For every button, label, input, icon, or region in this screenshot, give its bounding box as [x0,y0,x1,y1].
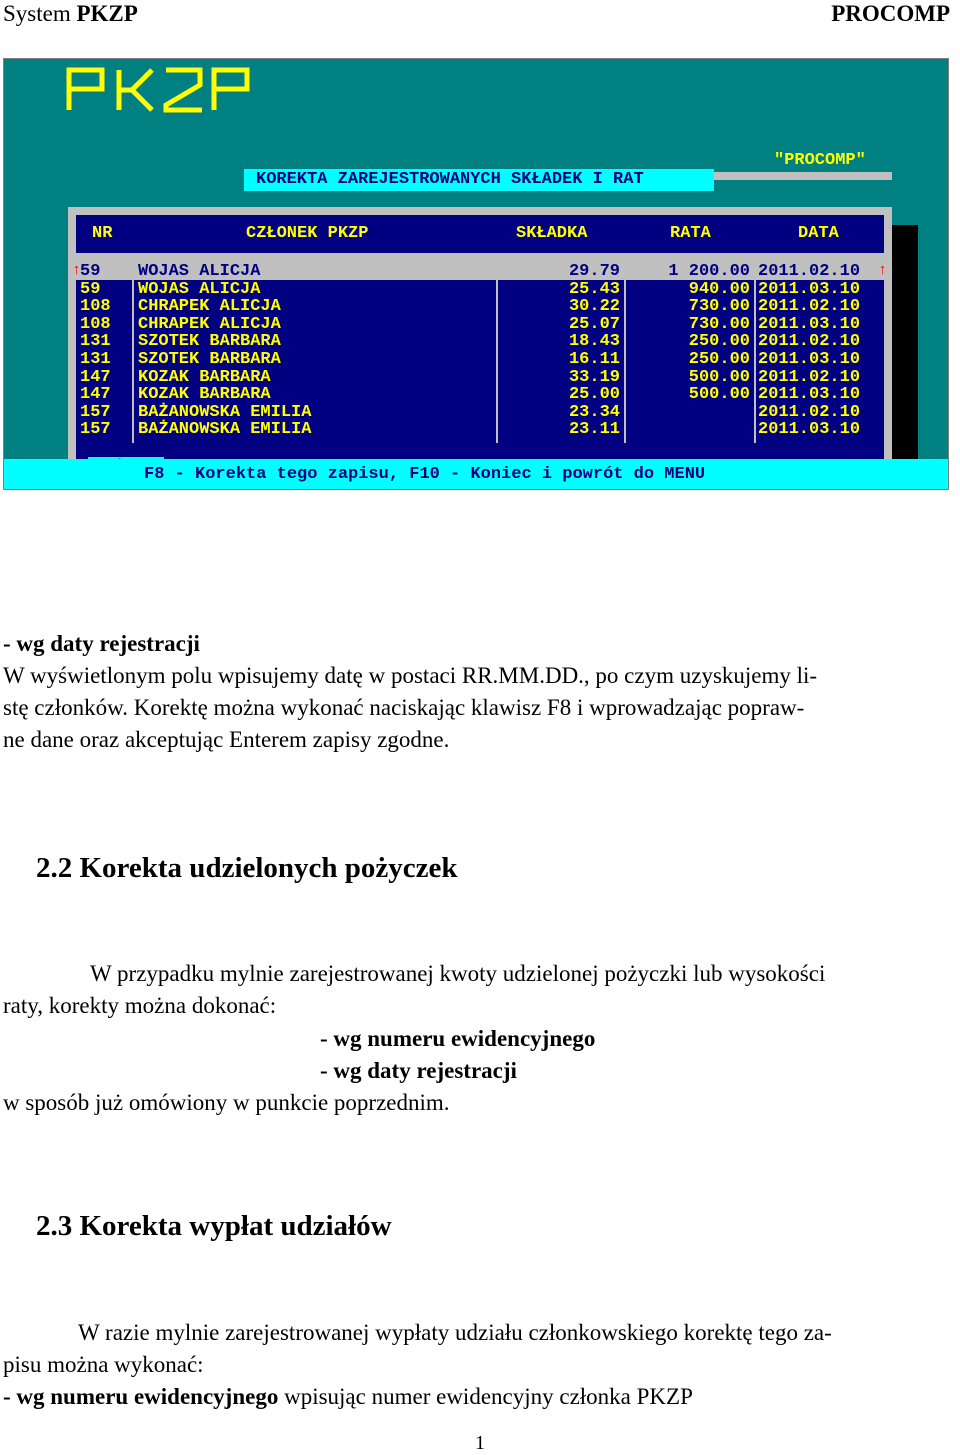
cell-fee: 25.43 [568,279,620,299]
column-divider [754,255,756,443]
cell-member: SZOTEK BARBARA [138,350,281,369]
paragraph-line: W wyświetlonym polu wpisujemy datę w postaci RR.MM.DD., po czym uzyskujemy li- [3,663,818,688]
paragraph-line: ne dane oraz akceptując Enterem zapisy zgodne. [3,727,450,752]
scroll-up-arrow-icon[interactable]: ↑ [878,262,888,279]
running-header-left: System PKZP [3,1,138,26]
cell-nr: 59 [80,262,101,281]
cell-member: WOJAS ALICJA [138,279,261,299]
cell-member: WOJAS ALICJA [138,262,261,281]
cell-fee: 23.34 [568,402,620,422]
cell-nr: 157 [80,420,111,440]
cell-rate: 250.00 [688,332,750,352]
paragraph-line: w sposób już omówiony w punkcie poprzednim. [3,1090,450,1115]
cell-nr: 108 [80,314,111,334]
cell-rate: 500.00 [688,367,750,387]
cell-fee: 33.19 [568,367,620,387]
column-divider [132,255,134,443]
cell-fee: 29.79 [568,262,620,281]
dos-screenshot [3,58,949,490]
cell-date: 2011.02.10 [758,402,861,422]
cell-rate: 1 200.00 [668,262,750,281]
cell-member: KOZAK BARBARA [138,385,271,405]
cell-fee: 16.11 [568,350,620,369]
cell-rate: 500.00 [688,385,750,405]
cell-member: CHRAPEK ALICJA [138,297,281,317]
cell-nr: 131 [80,350,111,369]
paragraph-line: stę członków. Korektę można wykonać naciskając klawisz F8 i wprowadzając popraw- [3,695,805,720]
procomp-label: "PROCOMP" [774,151,866,170]
cell-member: CHRAPEK ALICJA [138,314,281,334]
column-divider [496,255,498,443]
cell-nr: 147 [80,367,111,387]
cell-date: 2011.03.10 [758,350,861,369]
cell-member: BAŻANOWSKA EMILIA [138,420,312,440]
key-hints: F8 - Korekta tego zapisu, F10 - Koniec i powrót do MENU [144,465,706,484]
cell-rate: 730.00 [688,297,750,317]
cell-member: SZOTEK BARBARA [138,332,281,352]
page-number: 1 [475,1432,485,1454]
cell-fee: 23.11 [568,420,620,440]
column-divider [624,255,626,443]
cell-fee: 25.07 [568,314,620,334]
cell-date: 2011.03.10 [758,420,861,440]
records-panel [68,207,892,490]
option-by-number: - wg numeru ewidencyjnego [3,1384,279,1409]
cell-nr: 131 [80,332,111,352]
cell-date: 2011.02.10 [758,297,861,317]
col-header-fee: SKŁADKA [516,224,588,243]
option-by-date: - wg daty rejestracji [320,1058,517,1083]
cell-nr: 59 [80,279,101,299]
cell-rate: 730.00 [688,314,750,334]
banner-bar [714,172,892,180]
paragraph-line: raty, korekty można dokonać: [3,993,277,1018]
running-header-right: PROCOMP [831,1,950,26]
cell-date: 2011.03.10 [758,279,861,299]
col-header-rate: RATA [670,224,711,243]
cell-member: KOZAK BARBARA [138,367,271,387]
section-title-2-3: 2.3 Korekta wypłat udziałów [36,1210,392,1242]
cell-fee: 18.43 [568,332,620,352]
paragraph-line: pisu można wykonać: [3,1352,204,1377]
col-header-date: DATA [798,224,839,243]
cell-fee: 30.22 [568,297,620,317]
cell-fee: 25.00 [568,385,620,405]
option-by-number: - wg numeru ewidencyjnego [320,1026,596,1051]
scroll-up-arrow-icon[interactable]: ↑ [72,262,82,279]
cell-date: 2011.03.10 [758,314,861,334]
cell-nr: 157 [80,402,111,422]
pkzp-logo [64,65,254,115]
section-title-2-2: 2.2 Korekta udzielonych pożyczek [36,852,458,884]
subheading-by-date: - wg daty rejestracji [3,631,200,656]
cell-date: 2011.02.10 [758,262,861,281]
cell-date: 2011.02.10 [758,332,861,352]
cell-rate: 250.00 [688,350,750,369]
cell-nr: 108 [80,297,111,317]
screen-title: KOREKTA ZAREJESTROWANYCH SKŁADEK I RAT [244,169,714,191]
cell-member: BAŻANOWSKA EMILIA [138,402,312,422]
cell-nr: 147 [80,385,111,405]
paragraph-line: W przypadku mylnie zarejestrowanej kwoty udzielonej pożyczki lub wysokości [90,961,826,986]
option-description: wpisując numer ewidencyjny członka PKZP [278,1384,693,1409]
paragraph-line: W razie mylnie zarejestrowanej wypłaty udziału członkowskiego korektę tego za- [78,1320,832,1345]
option-line [3,1381,693,1414]
col-header-member: CZŁONEK PKZP [246,224,369,243]
cell-rate: 940.00 [688,279,750,299]
cell-date: 2011.03.10 [758,385,861,405]
col-header-nr: NR [92,224,113,243]
records-table [74,213,886,485]
cell-date: 2011.02.10 [758,367,861,387]
